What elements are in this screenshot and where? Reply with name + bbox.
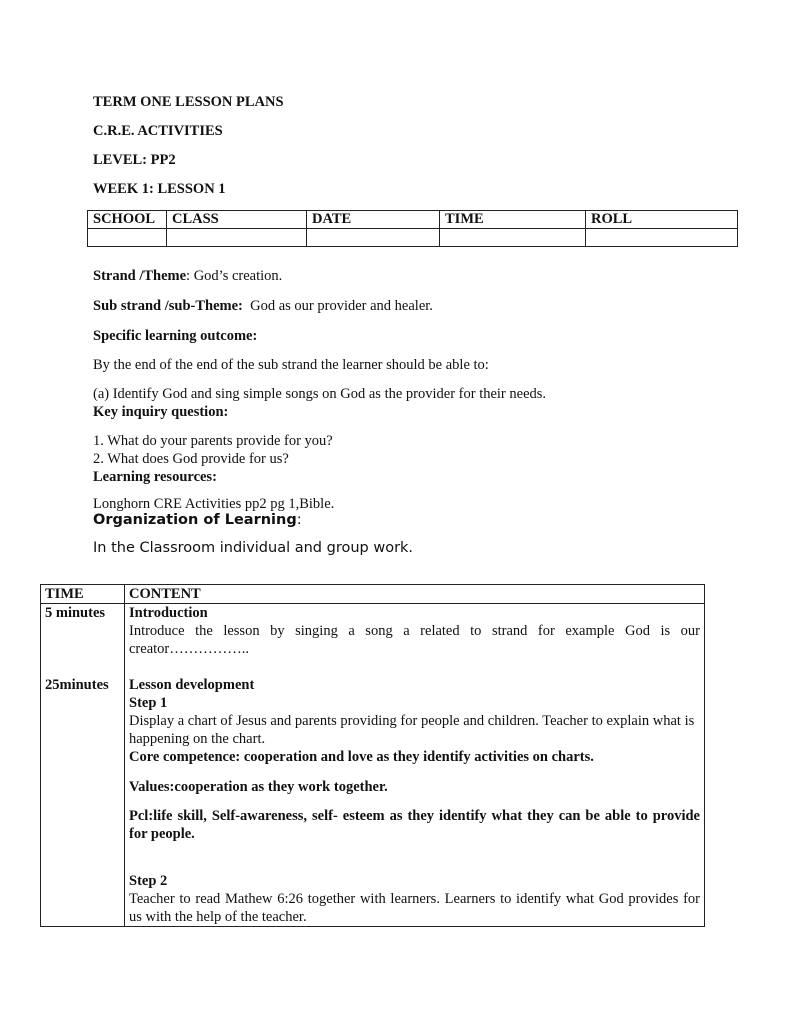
level-heading: LEVEL: PP2 [93,152,176,168]
resources-heading: Learning resources: [93,469,217,485]
substrand-label: Sub strand /sub-Theme: [93,298,243,314]
intro-time: 5 minutes [45,605,106,621]
column-class: CLASS [167,211,307,229]
inquiry-heading: Key inquiry question: [93,404,229,420]
strand-value: : God’s creation. [186,268,283,284]
column-date: DATE [307,211,440,229]
resources-value: Longhorn CRE Activities pp2 pg 1,Bible. [93,496,335,512]
time-cell [440,229,586,247]
school-info-table [87,210,738,247]
info-table-blank-row [88,229,738,247]
date-cell [307,229,440,247]
organization-value: In the Classroom individual and group work. [93,540,414,556]
step1-text: Display a chart of Jesus and parents providing for people and children. Teacher to explain what is happening on the chart. [129,713,695,747]
step2-text: Teacher to read Mathew 6:26 together with learners. Learners to identify what God provides for us with the help of the teacher. [129,891,700,925]
core-competence: Core competence: cooperation and love as they identify activities on charts. [129,749,594,765]
content-column-header: CONTENT [125,585,705,604]
document-title: TERM ONE LESSON PLANS [93,94,284,110]
lesson-table-body-row [41,604,705,927]
content-cell [125,604,705,927]
dev-time: 25minutes [45,677,109,693]
column-roll: ROLL [586,211,738,229]
info-table-header-row [88,211,738,229]
intro-text: Introduce the lesson by singing a song a related to strand for example God is our creator…………….. [129,623,700,657]
intro-heading: Introduction [129,605,208,621]
time-column-header: TIME [41,585,125,604]
values-line: Values:cooperation as they work together. [129,779,388,795]
organization-colon: : [296,512,302,528]
strand-label: Strand /Theme [93,268,187,284]
strand-line [93,268,282,285]
dev-heading: Lesson development [129,677,255,693]
outcome-a: (a) Identify God and sing simple songs on God as the provider for their needs. [93,386,547,402]
subject-heading: C.R.E. ACTIVITIES [93,123,223,139]
pcl-line: Pcl:life skill, Self-awareness, self- esteem as they identify what they can be able to provide for people. [129,808,700,842]
time-cell [41,604,125,927]
lesson-plan-table [40,584,705,927]
organization-heading: Organization of Learning [93,512,297,528]
question-2: 2. What does God provide for us? [93,451,289,467]
school-cell [88,229,167,247]
question-1: 1. What do your parents provide for you? [93,433,333,449]
step1-heading: Step 1 [129,695,168,711]
week-lesson-heading: WEEK 1: LESSON 1 [93,181,226,197]
lesson-table-header-row [41,585,705,604]
column-school: SCHOOL [88,211,167,229]
outcome-heading: Specific learning outcome: [93,328,258,344]
substrand-line [93,298,433,315]
organization-line [93,512,302,528]
class-cell [167,229,307,247]
roll-cell [586,229,738,247]
outcome-intro: By the end of the end of the sub strand the learner should be able to: [93,357,489,373]
step2-heading: Step 2 [129,873,168,889]
substrand-value: God as our provider and healer. [250,298,433,314]
column-time: TIME [440,211,586,229]
